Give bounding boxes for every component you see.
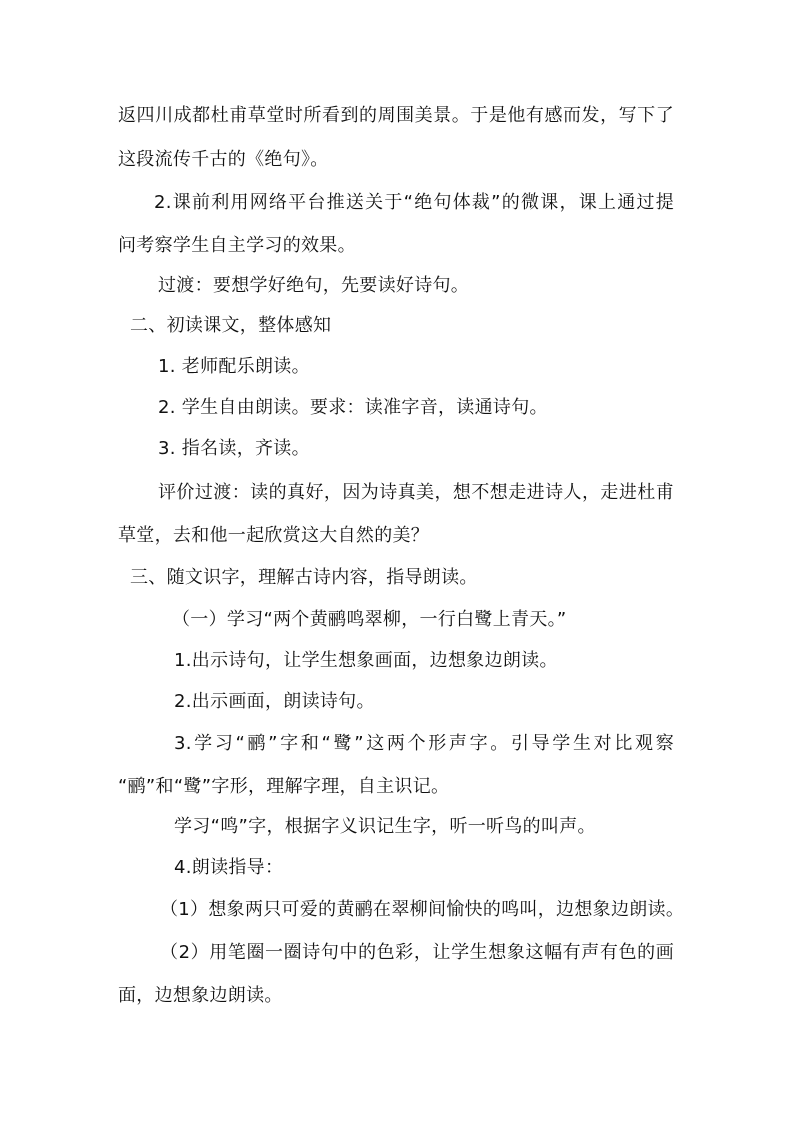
paragraph-line: 过渡：要想学好绝句，先要读好诗句。 — [158, 275, 470, 296]
list-item: 2. 学生自由朗读。要求：读准字音，读通诗句。 — [158, 397, 548, 418]
paragraph-line: “鹂”和“鹭”字形，理解字理，自主识记。 — [118, 776, 450, 797]
section-heading: 二、初读课文，整体感知 — [130, 315, 332, 336]
list-item: （1）想象两只可爱的黄鹂在翠柳间愉快的鸣叫，边想象边朗读。 — [160, 899, 685, 920]
section-heading: 三、随文识字，理解古诗内容，指导朗读。 — [130, 567, 478, 588]
list-item: 3. 指名读，齐读。 — [158, 438, 310, 459]
list-item: 4.朗读指导： — [174, 857, 284, 878]
paragraph-line: 面，边想象边朗读。 — [118, 985, 283, 1006]
paragraph-line: 返四川成都杜甫草堂时所看到的周围美景。于是他有感而发，写下了 — [118, 105, 674, 126]
subsection-heading: （一）学习“两个黄鹂鸣翠柳，一行白鹭上青天。” — [172, 609, 567, 630]
paragraph-line: 这段流传千古的《绝句》。 — [118, 149, 329, 170]
list-item: 1.出示诗句，让学生想象画面，边想象边朗读。 — [174, 650, 558, 671]
paragraph-line: 学习“鸣”字，根据字义识记生字，听一听鸟的叫声。 — [174, 816, 596, 837]
list-item: 1. 老师配乐朗读。 — [158, 356, 310, 377]
paragraph-line: 问考察学生自主学习的效果。 — [118, 235, 356, 256]
paragraph-line: 评价过渡：读的真好，因为诗真美，想不想走进诗人，走进杜甫 — [158, 482, 674, 503]
paragraph-line: 2.课前利用网络平台推送关于“绝句体裁”的微课，课上通过提 — [154, 192, 674, 213]
list-item: 3.学习“鹂”字和“鹭”这两个形声字。引导学生对比观察 — [174, 733, 674, 754]
list-item: （2）用笔圈一圈诗句中的色彩，让学生想象这幅有声有色的画 — [160, 942, 674, 963]
list-item: 2.出示画面，朗读诗句。 — [174, 691, 375, 712]
paragraph-line: 草堂，去和他一起欣赏这大自然的美？ — [118, 525, 430, 546]
